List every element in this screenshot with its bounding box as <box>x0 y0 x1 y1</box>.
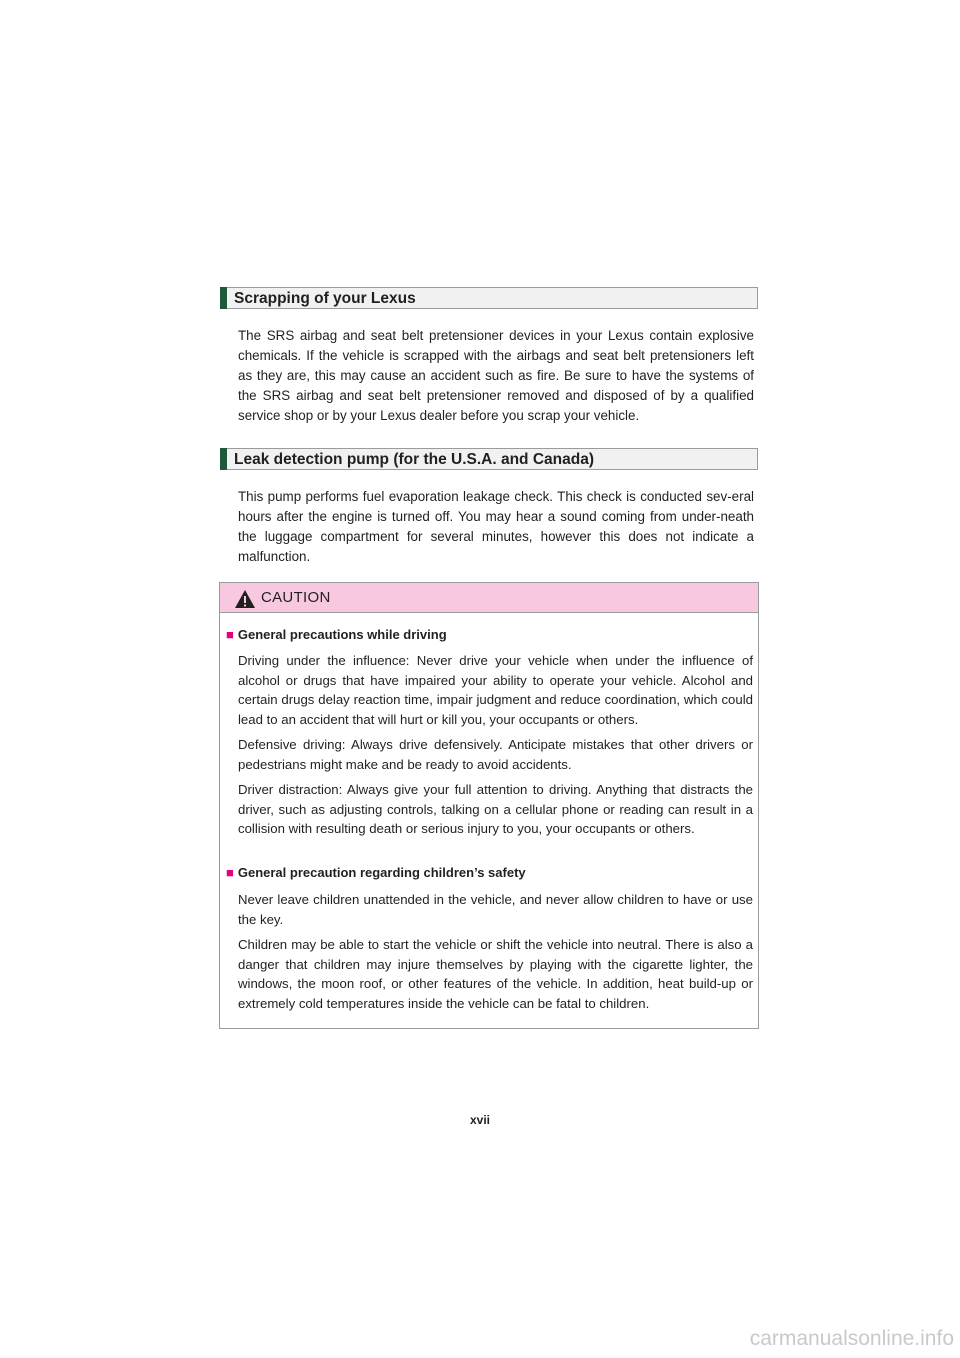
caution-paragraph: Driving under the influence: Never drive your vehicle when under the influence of alcohol or drugs that have impaired your ability to operate your vehicle. Alcohol and certain drugs delay reaction time, impair judgment and reduce coordination, which could lead to an accident that will hurt or kill you, your occupants or others. <box>238 653 753 727</box>
caution-title: CAUTION <box>261 589 331 606</box>
section-body-leak-detection: This pump performs fuel evaporation leakage check. This check is conducted sev-eral hours after the engine is turned off. You may hear a sound coming from under-neath the luggage compartment for several minutes, however this does not indicate a malfunction. <box>238 489 754 564</box>
square-bullet-icon: ■ <box>226 865 234 880</box>
caution-subheading <box>226 626 447 644</box>
section-header-scrapping <box>220 287 758 309</box>
square-bullet-icon: ■ <box>226 627 234 642</box>
caution-paragraph: Driver distraction: Always give your full attention to driving. Anything that distracts the driver, such as adjusting controls, talking on a cellular phone or reading can result in a collision with resulting death or serious injury to you, your occupants or others. <box>238 782 753 836</box>
section-body-scrapping: The SRS airbag and seat belt pretensioner devices in your Lexus contain explosive chemicals. If the vehicle is scrapped with the airbags and seat belt pretensioners left as they are, this may cause an accident such as fire. Be sure to have the systems of the SRS airbag and seat belt pretensioner removed and disposed of by a qualified service shop or by your Lexus dealer before you scrap your vehicle. <box>238 328 754 423</box>
section-header-leak-detection <box>220 448 758 470</box>
caution-paragraph: Children may be able to start the vehicle or shift the vehicle into neutral. There is also a danger that children may injure themselves by playing with the cigarette lighter, the windows, the moon roof, or other features of the vehicle. In addition, heat build-up or extremely cold temperatures inside the vehicle can be fatal to children. <box>238 937 753 1011</box>
watermark: carmanualsonline.info <box>749 1327 954 1350</box>
caution-paragraph: Defensive driving: Always drive defensively. Anticipate mistakes that other drivers or pedestrians might make and be ready to avoid accidents. <box>238 737 753 772</box>
section-accent-bar <box>220 287 227 309</box>
caution-subheading <box>226 864 526 882</box>
page-number: xvii <box>469 1113 490 1127</box>
warning-triangle-icon <box>234 589 256 609</box>
caution-box <box>219 582 759 1029</box>
section-title: Leak detection pump (for the U.S.A. and Canada) <box>234 451 594 468</box>
caution-subheading-text: General precautions while driving <box>237 627 447 642</box>
section-title: Scrapping of your Lexus <box>234 290 416 307</box>
caution-header <box>220 583 758 613</box>
caution-paragraph: Never leave children unattended in the vehicle, and never allow children to have or use the key. <box>238 892 753 927</box>
section-accent-bar <box>220 448 227 470</box>
caution-subheading-text: General precaution regarding children’s safety <box>237 865 526 880</box>
